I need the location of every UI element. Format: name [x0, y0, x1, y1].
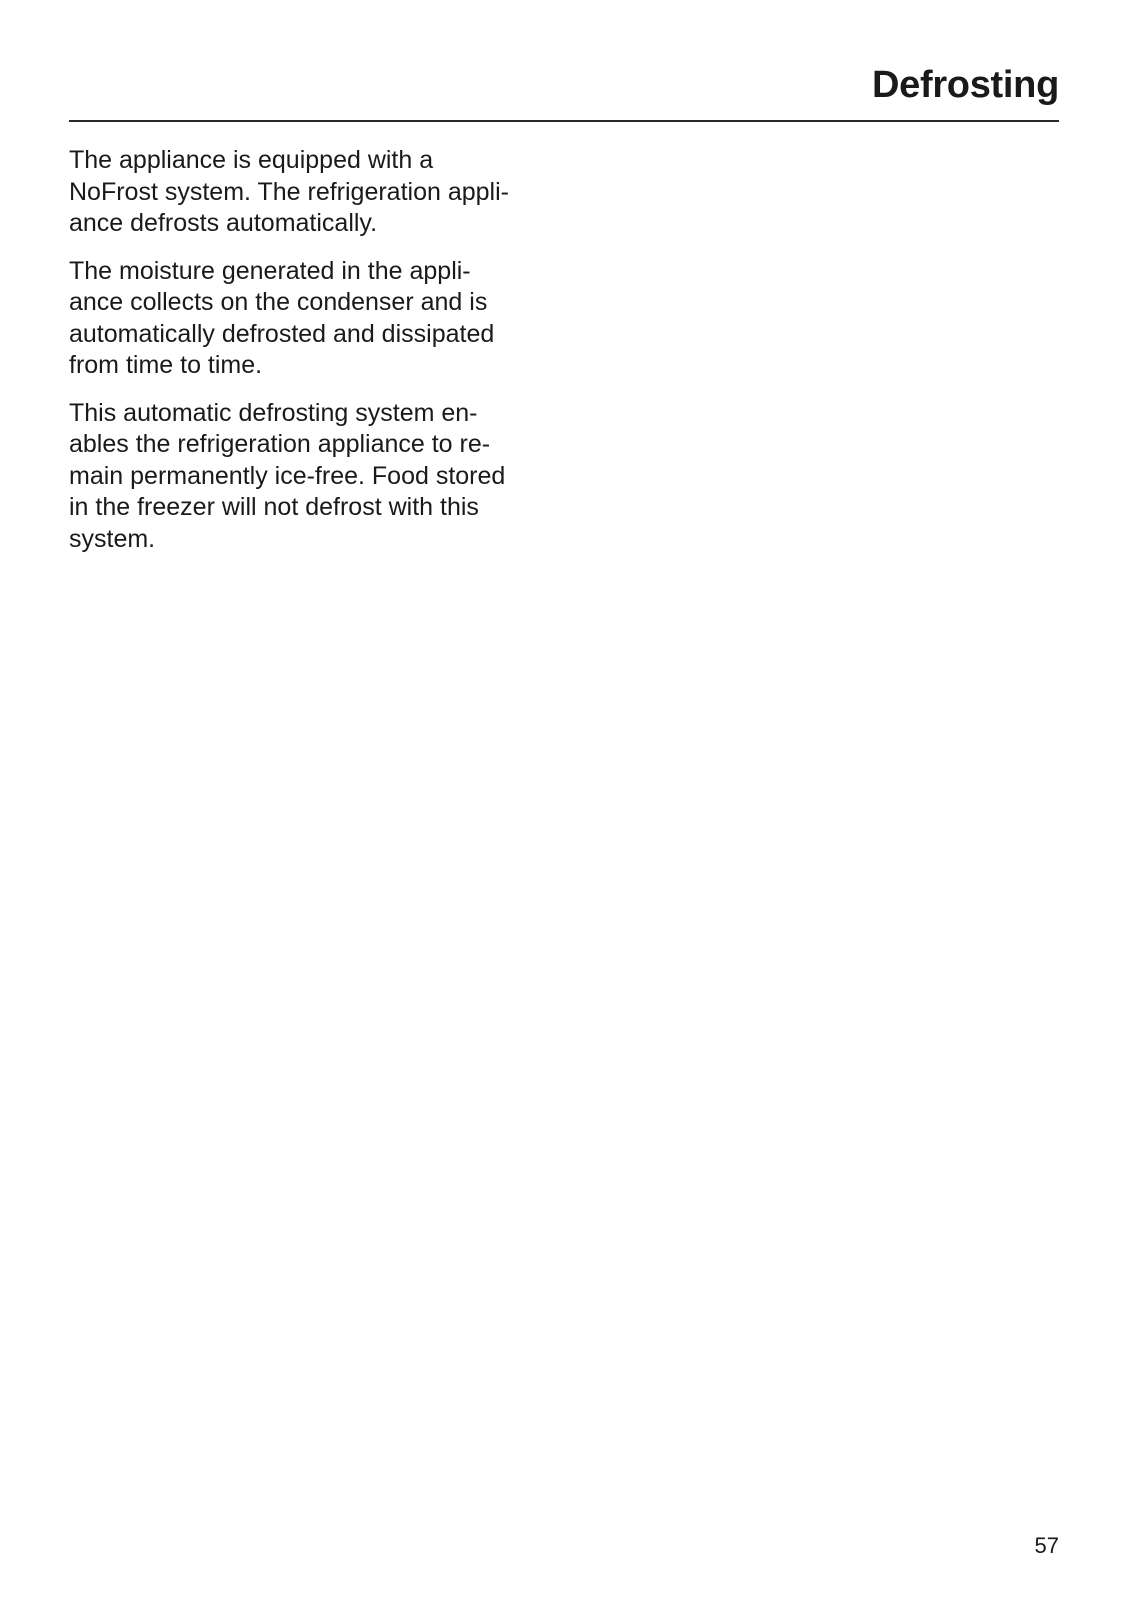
paragraph-ice-free: This automatic defrosting system en- ables the refrigeration appliance to re- main permanently ice-free. Food stored in the freezer will not defrost with this system.	[69, 398, 506, 553]
paragraph-moisture: The moisture generated in the appli- ance collects on the condenser and is automatically defrosted and dissipated from time to time.	[69, 256, 495, 379]
body-text-column	[69, 145, 549, 571]
page-number: 57	[1034, 1533, 1059, 1558]
page-title: Defrosting	[871, 64, 1059, 106]
page-header	[69, 62, 1059, 122]
paragraph-nofrost-intro: The appliance is equipped with a NoFrost system. The refrigeration appli- ance defrosts automatically.	[69, 146, 509, 237]
